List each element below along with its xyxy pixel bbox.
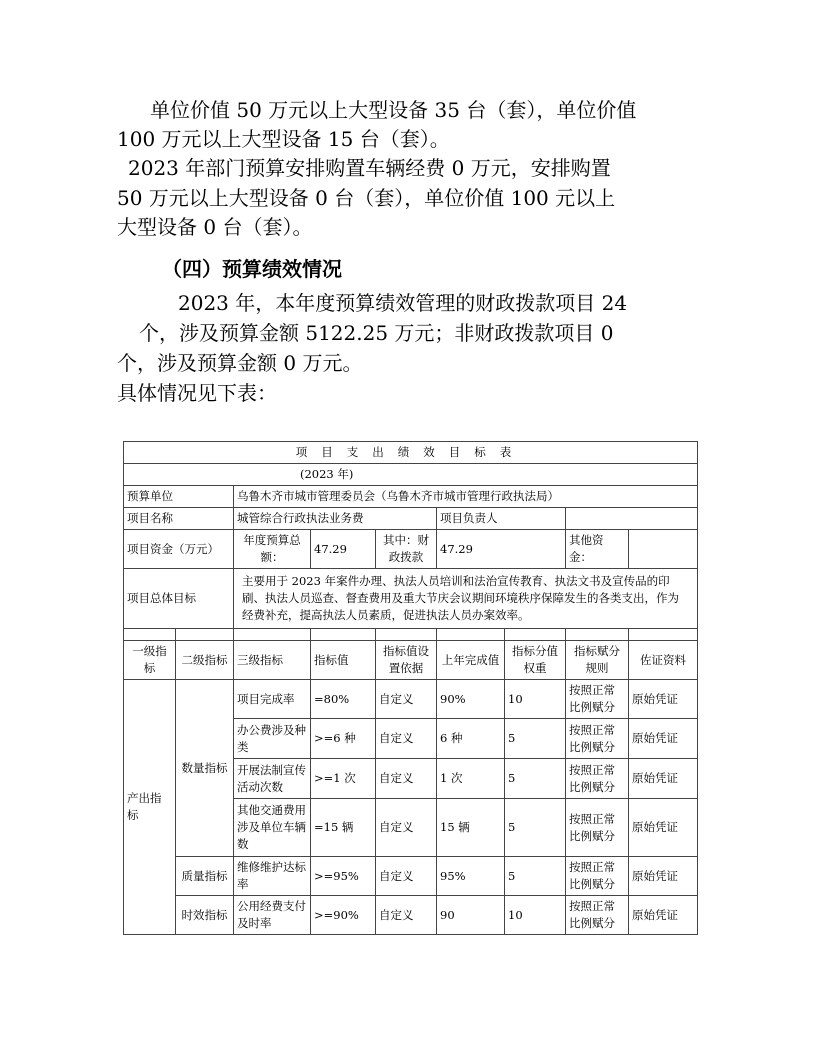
indicator-row <box>124 896 698 935</box>
table-title: 项目支出绩效目标表 <box>124 442 698 464</box>
last-year-cell: 1 次 <box>437 759 505 799</box>
weight-cell: 10 <box>505 896 566 935</box>
paragraph-line: 大型设备 0 台（套）。 <box>117 215 313 239</box>
evidence-cell: 原始凭证 <box>629 799 698 857</box>
fiscal-funds-label: 其中：财政拨款 <box>376 530 437 569</box>
indicator-value-cell: =80% <box>311 680 376 719</box>
indicator-row <box>124 857 698 896</box>
annual-budget-value: 47.29 <box>311 530 376 569</box>
last-year-cell: 15 辆 <box>437 799 505 857</box>
rule-cell: 按照正常比例赋分 <box>566 799 629 857</box>
project-leader-value <box>566 508 698 530</box>
level3-cell: 维修维护达标率 <box>234 857 311 896</box>
last-year-cell: 95% <box>437 857 505 896</box>
budget-unit-label: 预算单位 <box>124 486 234 508</box>
paragraph-line: 个，涉及预算金额 5122.25 万元；非财政拨款项目 0 <box>139 321 614 345</box>
evidence-cell: 原始凭证 <box>629 680 698 719</box>
level3-cell: 公用经费支付及时率 <box>234 896 311 935</box>
indicator-value-cell: >=1 次 <box>311 759 376 799</box>
rule-cell: 按照正常比例赋分 <box>566 896 629 935</box>
evidence-cell: 原始凭证 <box>629 719 698 759</box>
annual-budget-label: 年度预算总额： <box>234 530 311 569</box>
paragraph-line: 50 万元以上大型设备 0 台（套），单位价值 100 元以上 <box>117 186 616 210</box>
overall-goal-label: 项目总体目标 <box>124 569 234 629</box>
header-cell: 指标值设置依据 <box>376 641 437 680</box>
evidence-cell: 原始凭证 <box>629 857 698 896</box>
fiscal-funds-value: 47.29 <box>437 530 566 569</box>
level3-cell: 开展法制宣传活动次数 <box>234 759 311 799</box>
rule-cell: 按照正常比例赋分 <box>566 759 629 799</box>
weight-cell: 5 <box>505 857 566 896</box>
paragraph-line: 单位价值 50 万元以上大型设备 35 台（套），单位价值 <box>150 98 637 122</box>
header-cell: 佐证资料 <box>629 641 698 680</box>
last-year-cell: 6 种 <box>437 719 505 759</box>
header-cell: 上年完成值 <box>437 641 505 680</box>
project-name-value: 城管综合行政执法业务费 <box>234 508 437 530</box>
basis-cell: 自定义 <box>376 759 437 799</box>
rule-cell: 按照正常比例赋分 <box>566 719 629 759</box>
paragraph-line: 具体情况见下表： <box>117 381 277 405</box>
header-cell: 二级指标 <box>176 641 234 680</box>
basis-cell: 自定义 <box>376 857 437 896</box>
table-year: (2023 年) <box>124 464 698 486</box>
paragraph-line: 2023 年部门预算安排购置车辆经费 0 万元，安排购置 <box>128 156 611 180</box>
funds-label: 项目资金（万元） <box>124 530 234 569</box>
indicator-value-cell: =15 辆 <box>311 799 376 857</box>
basis-cell: 自定义 <box>376 896 437 935</box>
other-funds-label: 其他资金： <box>566 530 629 569</box>
project-name-label: 项目名称 <box>124 508 234 530</box>
header-cell: 三级指标 <box>234 641 311 680</box>
paragraph-line: 2023 年，本年度预算绩效管理的财政拨款项目 24 <box>178 291 628 315</box>
level2-cell: 质量指标 <box>176 857 234 896</box>
weight-cell: 5 <box>505 799 566 857</box>
paragraph-line: 个，涉及预算金额 0 万元。 <box>117 351 363 375</box>
indicator-value-cell: >=6 种 <box>311 719 376 759</box>
indicator-value-cell: >=90% <box>311 896 376 935</box>
header-cell: 指标赋分规则 <box>566 641 629 680</box>
evidence-cell: 原始凭证 <box>629 759 698 799</box>
header-cell: 指标值 <box>311 641 376 680</box>
last-year-cell: 90% <box>437 680 505 719</box>
basis-cell: 自定义 <box>376 799 437 857</box>
weight-cell: 10 <box>505 680 566 719</box>
level2-cell: 数量指标 <box>176 680 234 857</box>
overall-goal-text: 主要用于 2023 年案件办理、执法人员培训和法治宣传教育、执法文书及宣传品的印刷、执法人员巡查、督查费用及重大节庆会议期间环境秩序保障发生的各类支出，作为经费补充，提高执法人员素质，促进执法人员办案效率。 <box>234 569 698 629</box>
level3-cell: 项目完成率 <box>234 680 311 719</box>
level3-cell: 其他交通费用涉及单位车辆数 <box>234 799 311 857</box>
level2-cell: 时效指标 <box>176 896 234 935</box>
project-leader-label: 项目负责人 <box>437 508 566 530</box>
level3-cell: 办公费涉及种类 <box>234 719 311 759</box>
indicator-row <box>124 680 698 719</box>
last-year-cell: 90 <box>437 896 505 935</box>
rule-cell: 按照正常比例赋分 <box>566 680 629 719</box>
other-funds-value <box>629 530 698 569</box>
performance-target-table <box>123 441 698 935</box>
header-cell: 一级指标 <box>124 641 176 680</box>
rule-cell: 按照正常比例赋分 <box>566 857 629 896</box>
section-heading: （四）预算绩效情况 <box>162 257 342 281</box>
basis-cell: 自定义 <box>376 680 437 719</box>
table-header-row <box>124 641 698 680</box>
basis-cell: 自定义 <box>376 719 437 759</box>
weight-cell: 5 <box>505 719 566 759</box>
budget-unit-value: 乌鲁木齐市城市管理委员会（乌鲁木齐市城市管理行政执法局） <box>234 486 698 508</box>
weight-cell: 5 <box>505 759 566 799</box>
level1-cell: 产出指标 <box>124 680 176 935</box>
paragraph-line: 100 万元以上大型设备 15 台（套）。 <box>117 127 450 151</box>
indicator-value-cell: >=95% <box>311 857 376 896</box>
evidence-cell: 原始凭证 <box>629 896 698 935</box>
header-cell: 指标分值权重 <box>505 641 566 680</box>
